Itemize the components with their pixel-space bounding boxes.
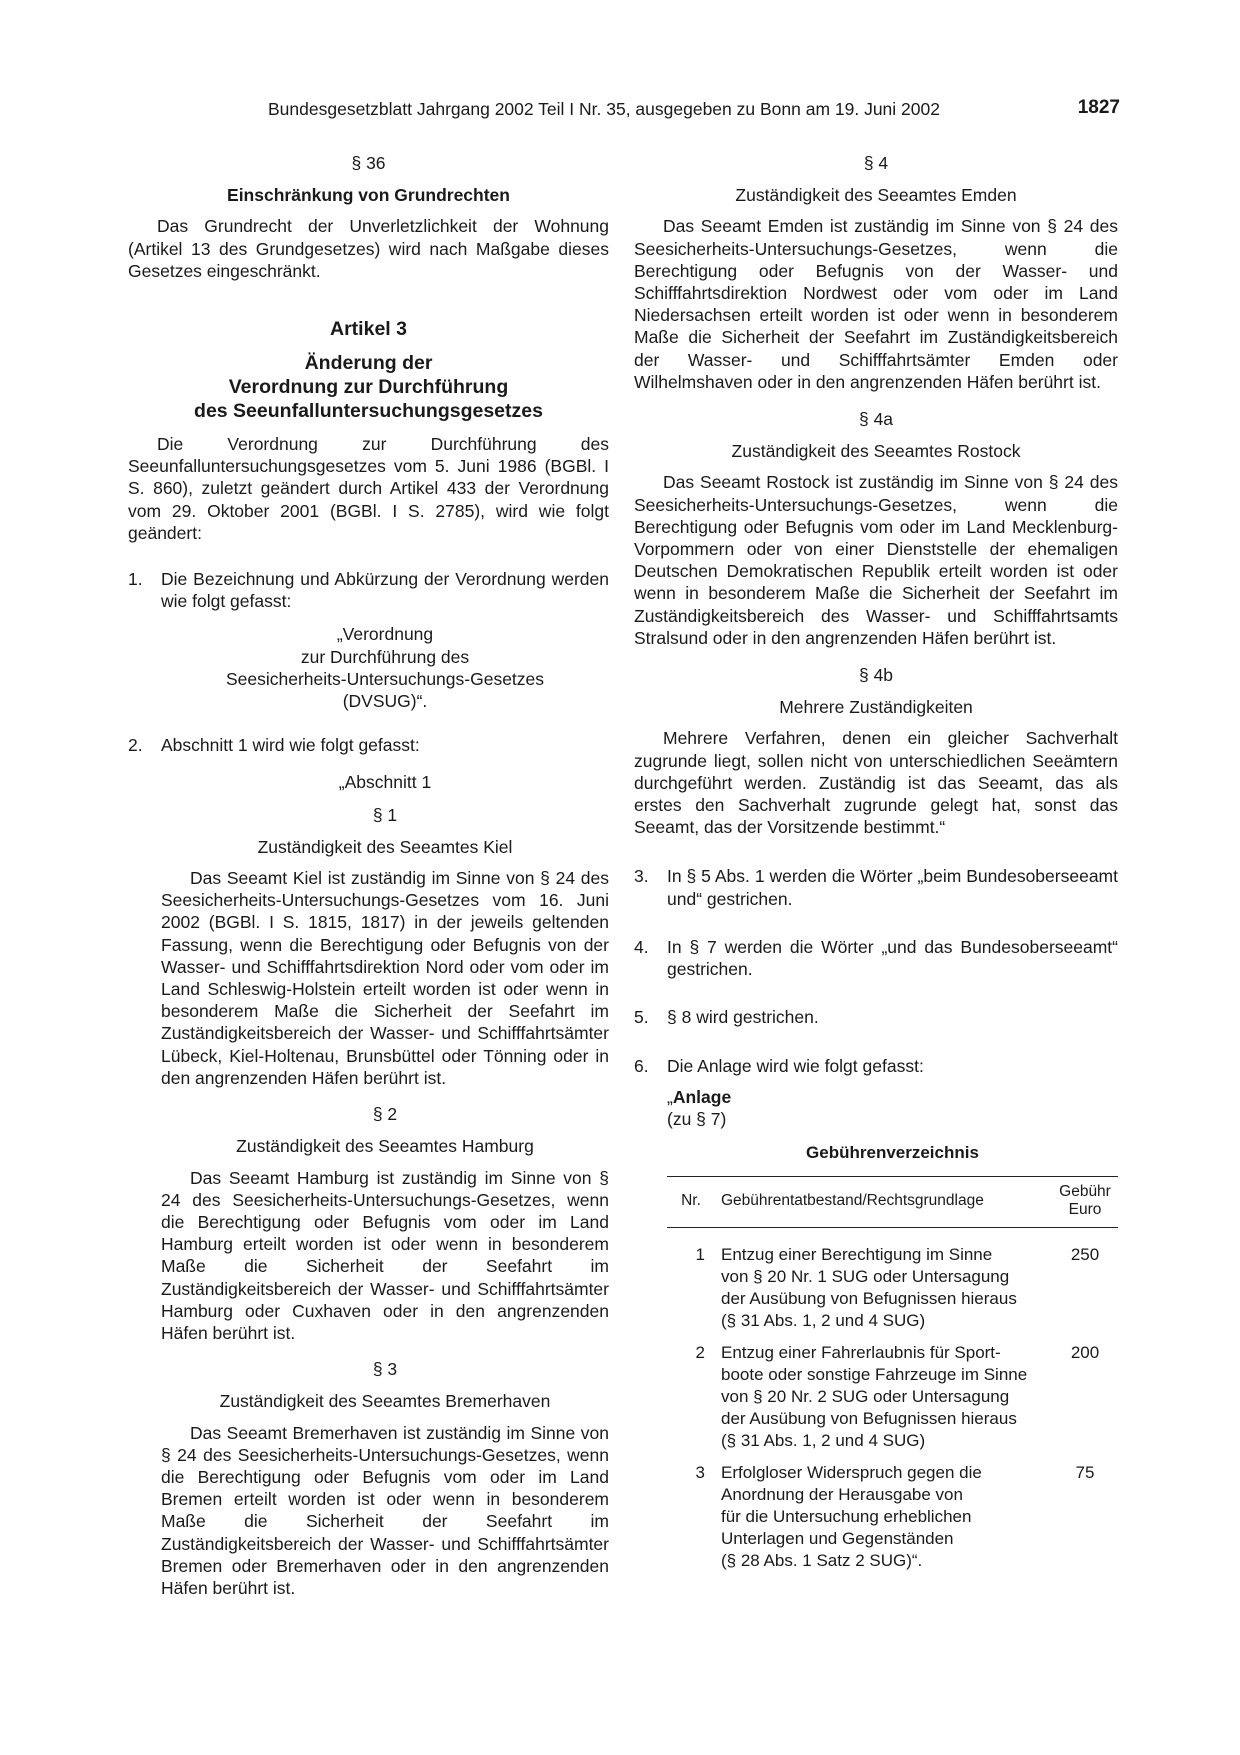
fee-table bbox=[667, 1176, 1118, 1582]
list-number: 5. bbox=[634, 1007, 649, 1028]
list-number: 1. bbox=[128, 569, 143, 590]
section-title: Zuständigkeit des Seeamtes Rostock bbox=[731, 441, 1021, 462]
row-number: 3 bbox=[695, 1463, 705, 1483]
abschnitt-heading: „Abschnitt 1 bbox=[338, 772, 432, 793]
description-line: von § 20 Nr. 1 SUG oder Untersagung bbox=[721, 1267, 1010, 1287]
column-header-fee bbox=[1052, 1177, 1118, 1228]
row-fee: 75 bbox=[1075, 1463, 1095, 1483]
row-fee: 200 bbox=[1070, 1343, 1100, 1363]
list-item bbox=[634, 1006, 1118, 1028]
running-title: Bundesgesetzblatt Jahrgang 2002 Teil I Nr. 35, ausgegeben zu Bonn am 19. Juni 2002 bbox=[268, 99, 940, 119]
article-number: Artikel 3 bbox=[330, 318, 407, 341]
section-title: Zuständigkeit des Seeamtes Hamburg bbox=[236, 1136, 534, 1157]
list-number: 2. bbox=[128, 735, 143, 756]
paragraph: Das Seeamt Hamburg ist zuständig im Sinne von § 24 des Seesicherheits-Untersuchungs-Gesetzes, wenn die Berechtigung oder Befugnis vom oder im Land Hamburg erteilt worden ist oder wenn in besonderem Maße die Sicherheit der Seefahrt im Zuständigkeitsbereich der Wasser- und Schifffahrtsämter Hamburg oder Cuxhaven oder in den angrenzenden Häfen berührt ist. bbox=[161, 1167, 609, 1343]
quote-line: Seesicherheits-Untersuchungs-Gesetzes bbox=[225, 668, 545, 689]
list-number: 6. bbox=[634, 1055, 649, 1076]
description-line: Erfolgloser Widerspruch gegen die bbox=[721, 1463, 982, 1483]
paragraph: Das Grundrecht der Unverletzlichkeit der Wohnung (Artikel 13 des Grundgesetzes) wird nach Maßgabe dieses Gesetzes eingeschränkt. bbox=[128, 216, 609, 281]
row-number: 2 bbox=[695, 1343, 705, 1363]
table-title: Gebührenverzeichnis bbox=[806, 1143, 979, 1163]
section-number: § 2 bbox=[372, 1104, 398, 1125]
section-title: Zuständigkeit des Seeamtes Kiel bbox=[257, 836, 513, 857]
list-number: 3. bbox=[634, 866, 649, 887]
column-header-fee-line: Gebühr bbox=[1059, 1183, 1111, 1201]
description-line: von § 20 Nr. 2 SUG oder Untersagung bbox=[721, 1387, 1010, 1407]
right-column bbox=[634, 152, 1118, 1582]
column-header-description: Gebührentatbestand/Rechtsgrundlage bbox=[721, 1192, 984, 1210]
list-text: Abschnitt 1 wird wie folgt gefasst: bbox=[161, 735, 420, 756]
description-line: (§ 28 Abs. 1 Satz 2 SUG)“. bbox=[721, 1551, 923, 1571]
column-header-fee-unit: Euro bbox=[1068, 1201, 1102, 1219]
paragraph: Das Seeamt Rostock ist zuständig im Sinne von § 24 des Seesicherheits-Untersuchungs-Gesetzes, wenn die Berechtigung oder Befugnis vom oder im Land Mecklenburg-Vorpommern oder von einer Dienststelle der ehemaligen Deutschen Demokratischen Republik erteilt worden ist oder wenn in besonderem Maße die Sicherheit der Seefahrt im Zuständigkeitsbereich des Wasser- und Schifffahrtsamts Stralsund oder in den angrenzenden Häfen berührt ist. bbox=[634, 472, 1118, 648]
description-line: Entzug einer Fahrerlaubnis für Sport- bbox=[721, 1343, 1001, 1363]
page-number: 1827 bbox=[1077, 97, 1120, 118]
quote-line: zur Durchführung des bbox=[300, 646, 470, 667]
table-header-row bbox=[667, 1177, 1118, 1228]
article-title-line: des Seeunfalluntersuchungsgesetzes bbox=[194, 400, 543, 423]
anlage-reference: (zu § 7) bbox=[667, 1108, 727, 1129]
section-title: Zuständigkeit des Seeamtes Emden bbox=[735, 185, 1017, 206]
description-line: Unterlagen und Gegenständen bbox=[721, 1529, 954, 1549]
row-description bbox=[715, 1244, 1052, 1342]
table-row bbox=[667, 1462, 1118, 1582]
description-line: (§ 31 Abs. 1, 2 und 4 SUG) bbox=[721, 1311, 926, 1331]
section-title: Einschränkung von Grundrechten bbox=[227, 185, 510, 206]
list-text: In § 7 werden die Wörter „und das Bundesoberseeamt“ gestrichen. bbox=[667, 936, 1118, 980]
section-number: § 4a bbox=[858, 409, 894, 430]
list-item bbox=[128, 734, 609, 1599]
quote-line: (DVSUG)“. bbox=[342, 691, 428, 712]
list-text: In § 5 Abs. 1 werden die Wörter „beim Bundesoberseeamt und“ gestrichen. bbox=[667, 866, 1118, 909]
section-number: § 4b bbox=[858, 665, 894, 686]
description-line: (§ 31 Abs. 1, 2 und 4 SUG) bbox=[721, 1431, 926, 1451]
list-text: Die Anlage wird wie folgt gefasst: bbox=[667, 1055, 924, 1076]
table-row bbox=[667, 1244, 1118, 1342]
list-text: § 8 wird gestrichen. bbox=[667, 1007, 819, 1028]
section-title: Mehrere Zuständigkeiten bbox=[779, 697, 973, 718]
paragraph: Mehrere Verfahren, denen ein gleicher Sachverhalt zugrunde liegt, sollen nicht von unterschiedlichen Seeämtern durchgeführt werden. Zuständig ist das Seeamt, das als erstes den Sachverhalt zugrunde gelegt hat, sonst das Seeamt, das der Vorsitzende bestimmt.“ bbox=[634, 728, 1118, 838]
section-number: § 1 bbox=[372, 804, 398, 825]
quote-line: „Verordnung bbox=[336, 624, 434, 645]
intro-paragraph: Die Verordnung zur Durchführung des Seeunfalluntersuchungsgesetzes vom 5. Juni 1986 (BGBl. I S. 860), zuletzt geändert durch Artikel 433 der Verordnung vom 29. Oktober 2001 (BGBl. I S. 2785), wird wie folgt geändert: bbox=[128, 434, 609, 543]
description-line: der Ausübung von Befugnissen hieraus bbox=[721, 1409, 1017, 1429]
list-number: 4. bbox=[634, 936, 649, 957]
list-item bbox=[128, 568, 609, 712]
row-description bbox=[715, 1462, 1052, 1582]
page-header bbox=[268, 99, 1120, 123]
anlage-label: Anlage bbox=[672, 1086, 732, 1107]
description-line: der Ausübung von Befugnissen hieraus bbox=[721, 1289, 1017, 1309]
anlage-heading bbox=[667, 1086, 1118, 1108]
description-line: für die Untersuchung erheblichen bbox=[721, 1507, 972, 1527]
left-column bbox=[128, 152, 609, 1599]
description-line: Anordnung der Herausgabe von bbox=[721, 1485, 963, 1505]
section-number: § 36 bbox=[351, 153, 386, 173]
article-title-line: Änderung der bbox=[304, 352, 433, 375]
description-line: Entzug einer Berechtigung im Sinne bbox=[721, 1245, 993, 1265]
section-number: § 4 bbox=[863, 153, 889, 173]
column-header-nr: Nr. bbox=[681, 1192, 701, 1210]
fee-table-wrapper bbox=[667, 1176, 1118, 1582]
paragraph: Das Seeamt Emden ist zuständig im Sinne von § 24 des Seesicherheits-Untersuchungs-Gesetzes, wenn die Berechtigung oder Befugnis von der Wasser- und Schifffahrtsdirektion Nordwest oder vom oder im Land Niedersachsen erteilt worden ist oder wenn in besonderem Maße die Sicherheit der Seefahrt im Zuständigkeitsbereich der Wasser- und Schifffahrtsämter Emden oder Wilhelmshaven oder in den angrenzenden Häfen berührt ist. bbox=[634, 216, 1118, 392]
section-title: Zuständigkeit des Seeamtes Bremerhaven bbox=[219, 1391, 551, 1412]
row-description bbox=[715, 1342, 1052, 1462]
anlage-quote: „ bbox=[667, 1086, 673, 1107]
list-item bbox=[634, 865, 1118, 909]
row-number: 1 bbox=[695, 1245, 705, 1265]
list-item bbox=[634, 936, 1118, 980]
row-fee: 250 bbox=[1070, 1245, 1100, 1265]
section-number: § 3 bbox=[372, 1359, 398, 1380]
paragraph: Das Seeamt Bremerhaven ist zuständig im Sinne von § 24 des Seesicherheits-Untersuchungs-Gesetzes, wenn die Berechtigung oder Befugnis vom oder im Land Bremen erteilt worden ist oder wenn in besonderem Maße die Sicherheit der Seefahrt im Zuständigkeitsbereich der Wasser- und Schifffahrtsämter Bremen oder Bremerhaven oder in den angrenzenden Häfen berührt ist. bbox=[161, 1422, 609, 1598]
table-row bbox=[667, 1342, 1118, 1462]
article-title-line: Verordnung zur Durchführung bbox=[228, 376, 509, 399]
description-line: boote oder sonstige Fahrzeuge im Sinne bbox=[721, 1365, 1028, 1385]
list-item bbox=[634, 1055, 1118, 1131]
paragraph: Das Seeamt Kiel ist zuständig im Sinne von § 24 des Seesicherheits-Untersuchungs-Gesetzes vom 16. Juni 2002 (BGBl. I S. 1815, 1817) in der jeweils geltenden Fassung, wenn die Berechtigung oder Befugnis von der Wasser- und Schifffahrtsdirektion Nord oder vom oder im Land Schleswig-Holstein erteilt worden ist oder wenn in besonderem Maße die Sicherheit der Seefahrt im Zuständigkeitsbereich der Wasser- und Schifffahrtsämter Lübeck, Kiel-Holtenau, Brunsbüttel oder Tönning oder in den angrenzenden Häfen berührt ist. bbox=[161, 868, 609, 1088]
list-text: Die Bezeichnung und Abkürzung der Verordnung werden wie folgt gefasst: bbox=[161, 569, 609, 612]
